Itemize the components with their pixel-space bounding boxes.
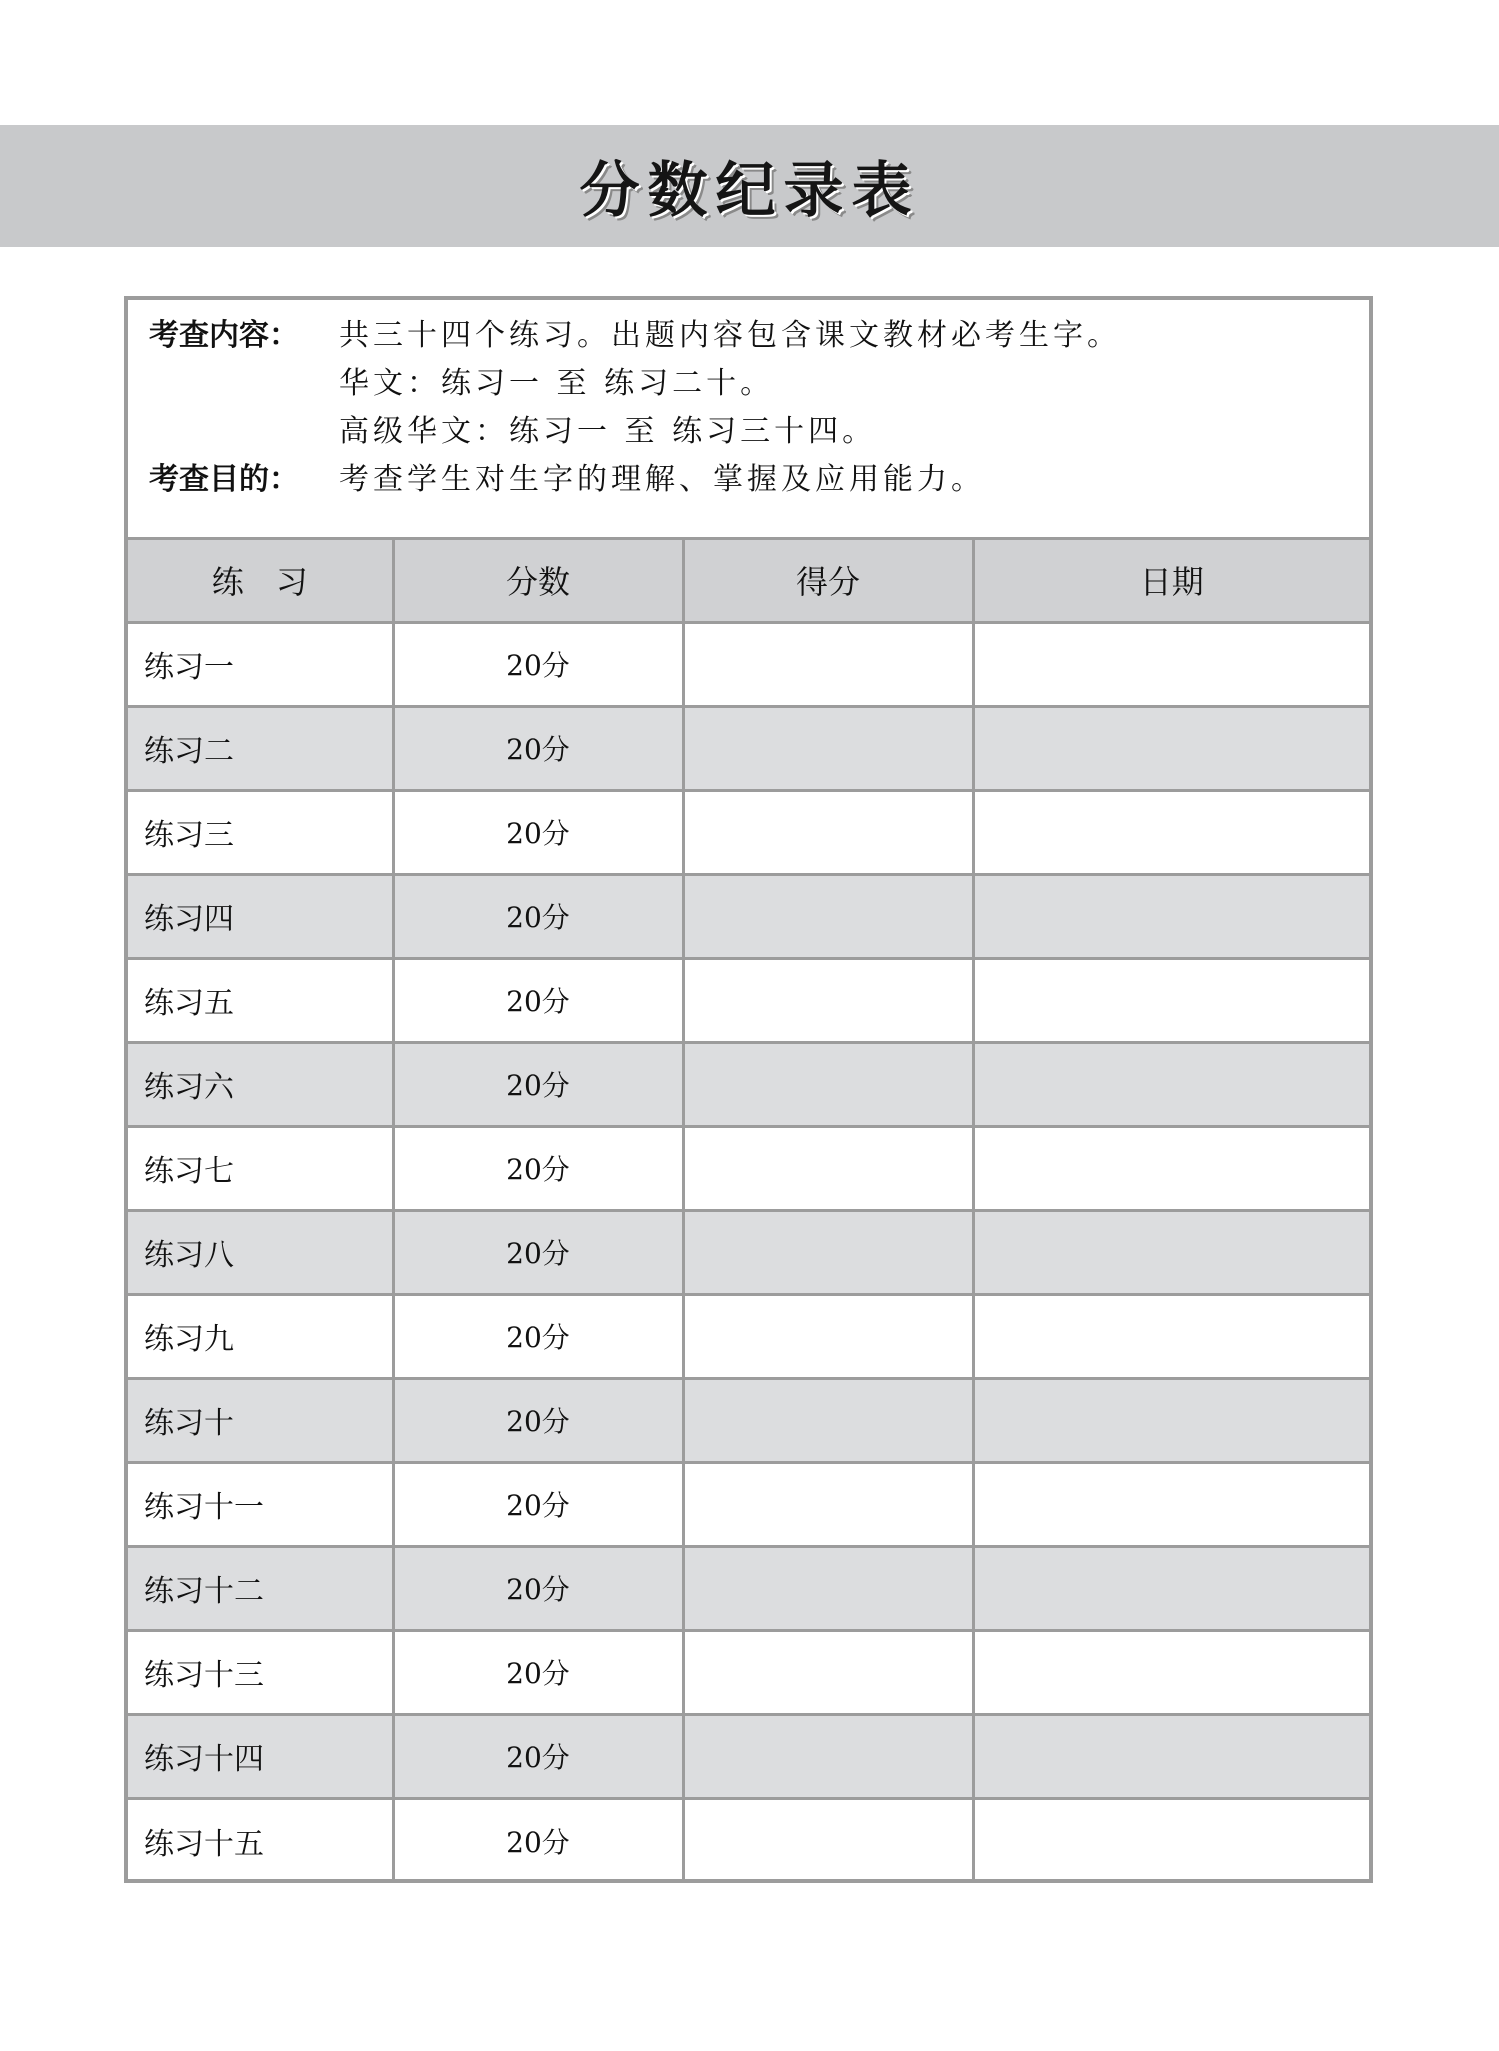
full-score-cell: 20分 [393,706,683,790]
full-score-cell: 20分 [393,1798,683,1882]
score-obtained-cell[interactable] [683,874,973,958]
full-score-cell: 20分 [393,1630,683,1714]
table-row [128,1798,1369,1882]
score-sheet [124,296,1373,1883]
full-score-cell: 20分 [393,874,683,958]
score-rows [128,622,1369,1882]
date-cell[interactable] [973,1798,1369,1882]
content-line-1: 共三十四个练习。出题内容包含课文教材必考生字。 [339,318,1121,353]
table-row [128,1126,1369,1210]
table-row [128,958,1369,1042]
title-band [0,125,1499,247]
date-cell[interactable] [973,1462,1369,1546]
table-row [128,874,1369,958]
date-cell[interactable] [973,1546,1369,1630]
score-obtained-cell[interactable] [683,1042,973,1126]
table-row [128,1462,1369,1546]
content-label: 考查内容： [149,318,299,353]
table-row [128,1294,1369,1378]
exercise-name-cell: 练习十 [128,1378,393,1462]
exercise-name-cell: 练习十四 [128,1714,393,1798]
header-exercise: 练 习 [128,540,393,622]
date-cell[interactable] [973,1126,1369,1210]
header-full-score: 分数 [393,540,683,622]
page-title: 分数纪录表 [579,156,920,226]
score-obtained-cell[interactable] [683,1630,973,1714]
table-row [128,790,1369,874]
exercise-name-cell: 练习一 [128,622,393,706]
date-cell[interactable] [973,1042,1369,1126]
full-score-cell: 20分 [393,622,683,706]
purpose-text: 考查学生对生字的理解、掌握及应用能力。 [339,462,985,497]
header-score-obtained: 得分 [683,540,973,622]
full-score-cell: 20分 [393,1714,683,1798]
table-row [128,1630,1369,1714]
exercise-name-cell: 练习十三 [128,1630,393,1714]
full-score-cell: 20分 [393,790,683,874]
exercise-name-cell: 练习九 [128,1294,393,1378]
exercise-name-cell: 练习五 [128,958,393,1042]
full-score-cell: 20分 [393,1462,683,1546]
exercise-name-cell: 练习四 [128,874,393,958]
date-cell[interactable] [973,1378,1369,1462]
full-score-cell: 20分 [393,1378,683,1462]
date-cell[interactable] [973,790,1369,874]
exercise-name-cell: 练习十二 [128,1546,393,1630]
score-obtained-cell[interactable] [683,706,973,790]
score-obtained-cell[interactable] [683,622,973,706]
table-row [128,706,1369,790]
date-cell[interactable] [973,1630,1369,1714]
date-cell[interactable] [973,622,1369,706]
date-cell[interactable] [973,1714,1369,1798]
full-score-cell: 20分 [393,958,683,1042]
exercise-name-cell: 练习十一 [128,1462,393,1546]
score-obtained-cell[interactable] [683,1546,973,1630]
score-obtained-cell[interactable] [683,1210,973,1294]
date-cell[interactable] [973,706,1369,790]
content-line-3: 高级华文：练习一 至 练习三十四。 [339,414,877,449]
exercise-name-cell: 练习六 [128,1042,393,1126]
full-score-cell: 20分 [393,1210,683,1294]
table-header-row [128,540,1369,622]
full-score-cell: 20分 [393,1126,683,1210]
full-score-cell: 20分 [393,1546,683,1630]
table-row [128,1714,1369,1798]
exercise-name-cell: 练习八 [128,1210,393,1294]
exercise-name-cell: 练习二 [128,706,393,790]
score-obtained-cell[interactable] [683,958,973,1042]
table-row [128,1546,1369,1630]
score-obtained-cell[interactable] [683,1462,973,1546]
score-obtained-cell[interactable] [683,790,973,874]
score-obtained-cell[interactable] [683,1294,973,1378]
exercise-name-cell: 练习十五 [128,1798,393,1882]
header-date: 日期 [973,540,1369,622]
table-row [128,622,1369,706]
exercise-name-cell: 练习三 [128,790,393,874]
content-line-2: 华文：练习一 至 练习二十。 [339,366,775,401]
full-score-cell: 20分 [393,1042,683,1126]
info-box [128,300,1369,540]
score-obtained-cell[interactable] [683,1714,973,1798]
date-cell[interactable] [973,874,1369,958]
full-score-cell: 20分 [393,1294,683,1378]
date-cell[interactable] [973,1294,1369,1378]
table-row [128,1210,1369,1294]
score-table [128,540,1369,1882]
score-obtained-cell[interactable] [683,1126,973,1210]
purpose-label: 考查目的： [149,462,299,497]
date-cell[interactable] [973,1210,1369,1294]
table-row [128,1042,1369,1126]
date-cell[interactable] [973,958,1369,1042]
score-obtained-cell[interactable] [683,1798,973,1882]
score-obtained-cell[interactable] [683,1378,973,1462]
exercise-name-cell: 练习七 [128,1126,393,1210]
table-row [128,1378,1369,1462]
